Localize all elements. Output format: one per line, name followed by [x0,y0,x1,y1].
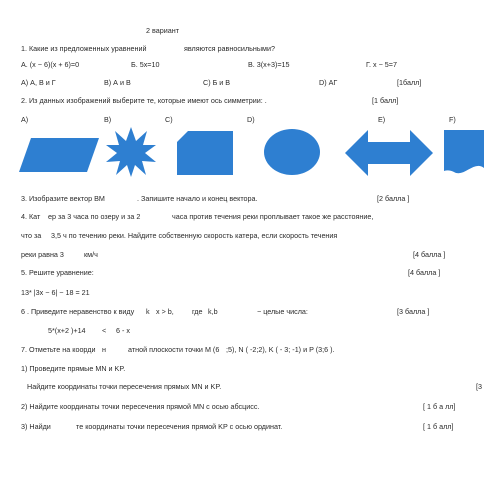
q3-score: [2 балла ] [377,194,410,203]
q4-line1-a: 4. Кат [21,212,41,221]
q1-text-a: 1. Какие из предложенных уравнений [21,44,147,53]
q4-line1-c: часа против течения реки проплывает такое же расстояние, [172,212,374,221]
q7-sub1-score: [3 [476,382,482,391]
variant-title: 2 вариант [146,26,179,35]
q6-text-e: k,b [208,307,218,316]
q2-score: [1 балл] [372,96,399,105]
q4-line2-a: что за [21,231,42,240]
shape-f-document [444,130,484,176]
shape-e-double-arrow [345,130,433,176]
q2-text: 2. Из данных изображений выберите те, которые имеют ось симметрии: . [21,96,267,105]
q7-sub1b: Найдите координаты точки пересечения прямых MN и KP. [27,382,222,391]
q5-score: [4 балла ] [408,268,441,277]
q7-sub3-a: 3) Найди [21,422,51,431]
q6-inequality-right: 6 - x [116,326,130,335]
q1-eq-v: В. 3(x+3)=15 [248,60,290,69]
q7-sub1: 1) Проведите прямые MN и KP. [21,364,126,373]
q1-answer-b: В) А и В [104,78,131,87]
q7-sub2: 2) Найдите координаты точки пересечения прямой MN с осью абсцисс. [21,402,260,411]
q6-text-d: где [192,307,203,316]
q1-score: [1балл] [397,78,422,87]
q6-text-a: 6 . Приведите неравенство к виду [21,307,135,316]
shape-b-star [105,126,157,178]
q2-label-d: D) [247,115,255,124]
q1-text-b: являются равносильными? [184,44,275,53]
q6-inequality-left: 5*(x+2 )+14 [48,326,86,335]
q2-label-f: F) [449,115,456,124]
q6-score: [3 балла ] [397,307,430,316]
q6-text-f: − целые числа: [257,307,308,316]
q1-eq-a: А. (x − 6)(x + 6)=0 [21,60,80,69]
shape-d-circle [263,128,321,176]
q7-text-b: н [102,345,106,354]
q6-text-c: x > b, [156,307,174,316]
q2-label-e: E) [378,115,386,124]
q5-equation: 13* |3x − 6| − 18 = 21 [21,288,90,297]
q7-text-c: атной плоскости точки M (6 [128,345,220,354]
q4-line1-b: ер за 3 часа по озеру и за 2 [48,212,141,221]
q7-sub3-score: [ 1 б алл] [423,422,454,431]
q4-line2-b: 3,5 ч по течению реки. Найдите собственную скорость катера, если скорость течения [51,231,338,240]
q5-text: 5. Решите уравнение: [21,268,94,277]
q3-text-b: . Запишите начало и конец вектора. [137,194,258,203]
shape-a-parallelogram [19,138,99,172]
q1-answer-a: А) А, В и Г [21,78,56,87]
q6-text-b: k [146,307,150,316]
q2-label-a: A) [21,115,29,124]
q1-answer-c: С) Б и В [203,78,231,87]
q4-line3-a: реки равна 3 [21,250,64,259]
q6-inequality-sign: < [102,326,107,335]
q2-label-b: B) [104,115,112,124]
q3-text-a: 3. Изобразите вектор ВМ [21,194,105,203]
shape-c-cut-square [177,131,233,175]
q7-text-d: ;5), N ( -2;2), K ( - 3; -1) и P (3;6 ). [226,345,335,354]
q2-label-c: C) [165,115,173,124]
q1-answer-d: D) АГ [319,78,338,87]
q1-eq-b: Б. 5x=10 [131,60,160,69]
q7-text-a: 7. Отметьте на коорди [21,345,96,354]
q4-line3-b: км/ч [84,250,98,259]
q4-score: [4 балла ] [413,250,446,259]
q1-eq-g: Г. x − 5=7 [366,60,397,69]
q7-sub2-score: [ 1 б а лл] [423,402,456,411]
q7-sub3-b: те координаты точки пересечения прямой KP с осью ординат. [76,422,283,431]
